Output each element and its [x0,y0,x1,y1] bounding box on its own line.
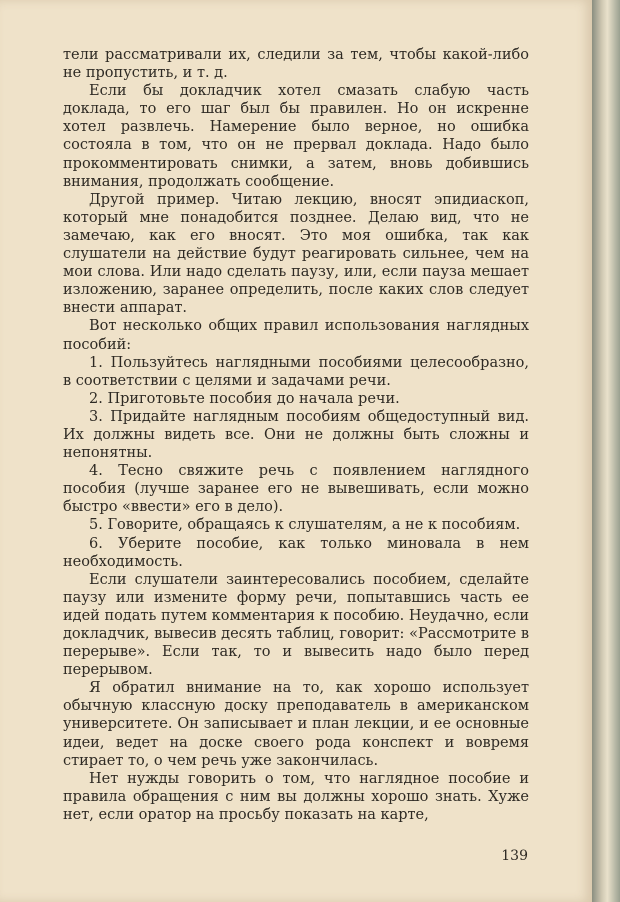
page-number: 139 [501,848,528,864]
paragraph: Если слушатели заинтересовались пособием, сделайте паузу или измените форму речи, попытавшись часть ее идей подать путем комментария к пособию. Неудачно, если докладчик, вывесив десять таблиц, говорит: «Рассмотрите в перерыве». Если так, то и вывесить надо было перед перерывом. [63,571,529,679]
rule-item: 4. Тесно свяжите речь с появлением наглядного пособия (лучше заранее его не вывешивать, если можно быстро «ввести» его в дело). [63,463,529,516]
book-spine [592,0,620,902]
rule-item: 6. Уберите пособие, как только миновала в нем необходимость. [63,535,529,570]
rule-item: 1. Пользуйтесь наглядными пособиями целесообразно, в соответствии с целями и задачами речи. [63,354,529,389]
paragraph: Я обратил внимание на то, как хорошо использует обычную классную доску преподаватель в американском университете. Он записывает и план лекции, и ее основные идеи, ведет на доске своего рода конспект и вовремя стирает то, о чем речь уже закончилась. [63,680,529,769]
paragraph: Другой пример. Читаю лекцию, вносят эпидиаскоп, который мне понадобится позднее. Делаю вид, что не замечаю, как его вносят. Это моя ошибка, так как слушатели на действие будут реагировать сильнее, чем на мои слова. Или надо сделать паузу, или, если пауза мешает изложению, заранее определить, после каких слов следует внести аппарат. [63,191,529,317]
paragraph: тели рассматривали их, следили за тем, чтобы какой-либо не пропустить, и т. д. [63,47,529,82]
paragraph: Нет нужды говорить о том, что наглядное пособие и правила обращения с ним вы должны хорошо знать. Хуже нет, если оратор на просьбу показать на карте, [63,770,529,823]
paragraph: Если бы докладчик хотел смазать слабую часть доклада, то его шаг был бы правилен. Но он искренне хотел развлечь. Намерение было верное, но ошибка состояла в том, что он не прервал доклада. Надо было прокомментировать снимки, а затем, вновь добившись внимания, продолжать сообщение. [63,83,529,190]
rule-item: 3. Придайте наглядным пособиям общедоступный вид. Их должны видеть все. Они не должны быть сложны и непонятны. [63,408,529,462]
page-text [63,46,529,824]
paragraph: Вот несколько общих правил использования наглядных пособий: [63,318,529,353]
rule-item: 5. Говорите, обращаясь к слушателям, а не к пособиям. [89,517,521,534]
rule-item: 2. Приготовьте пособия до начала речи. [89,390,400,407]
